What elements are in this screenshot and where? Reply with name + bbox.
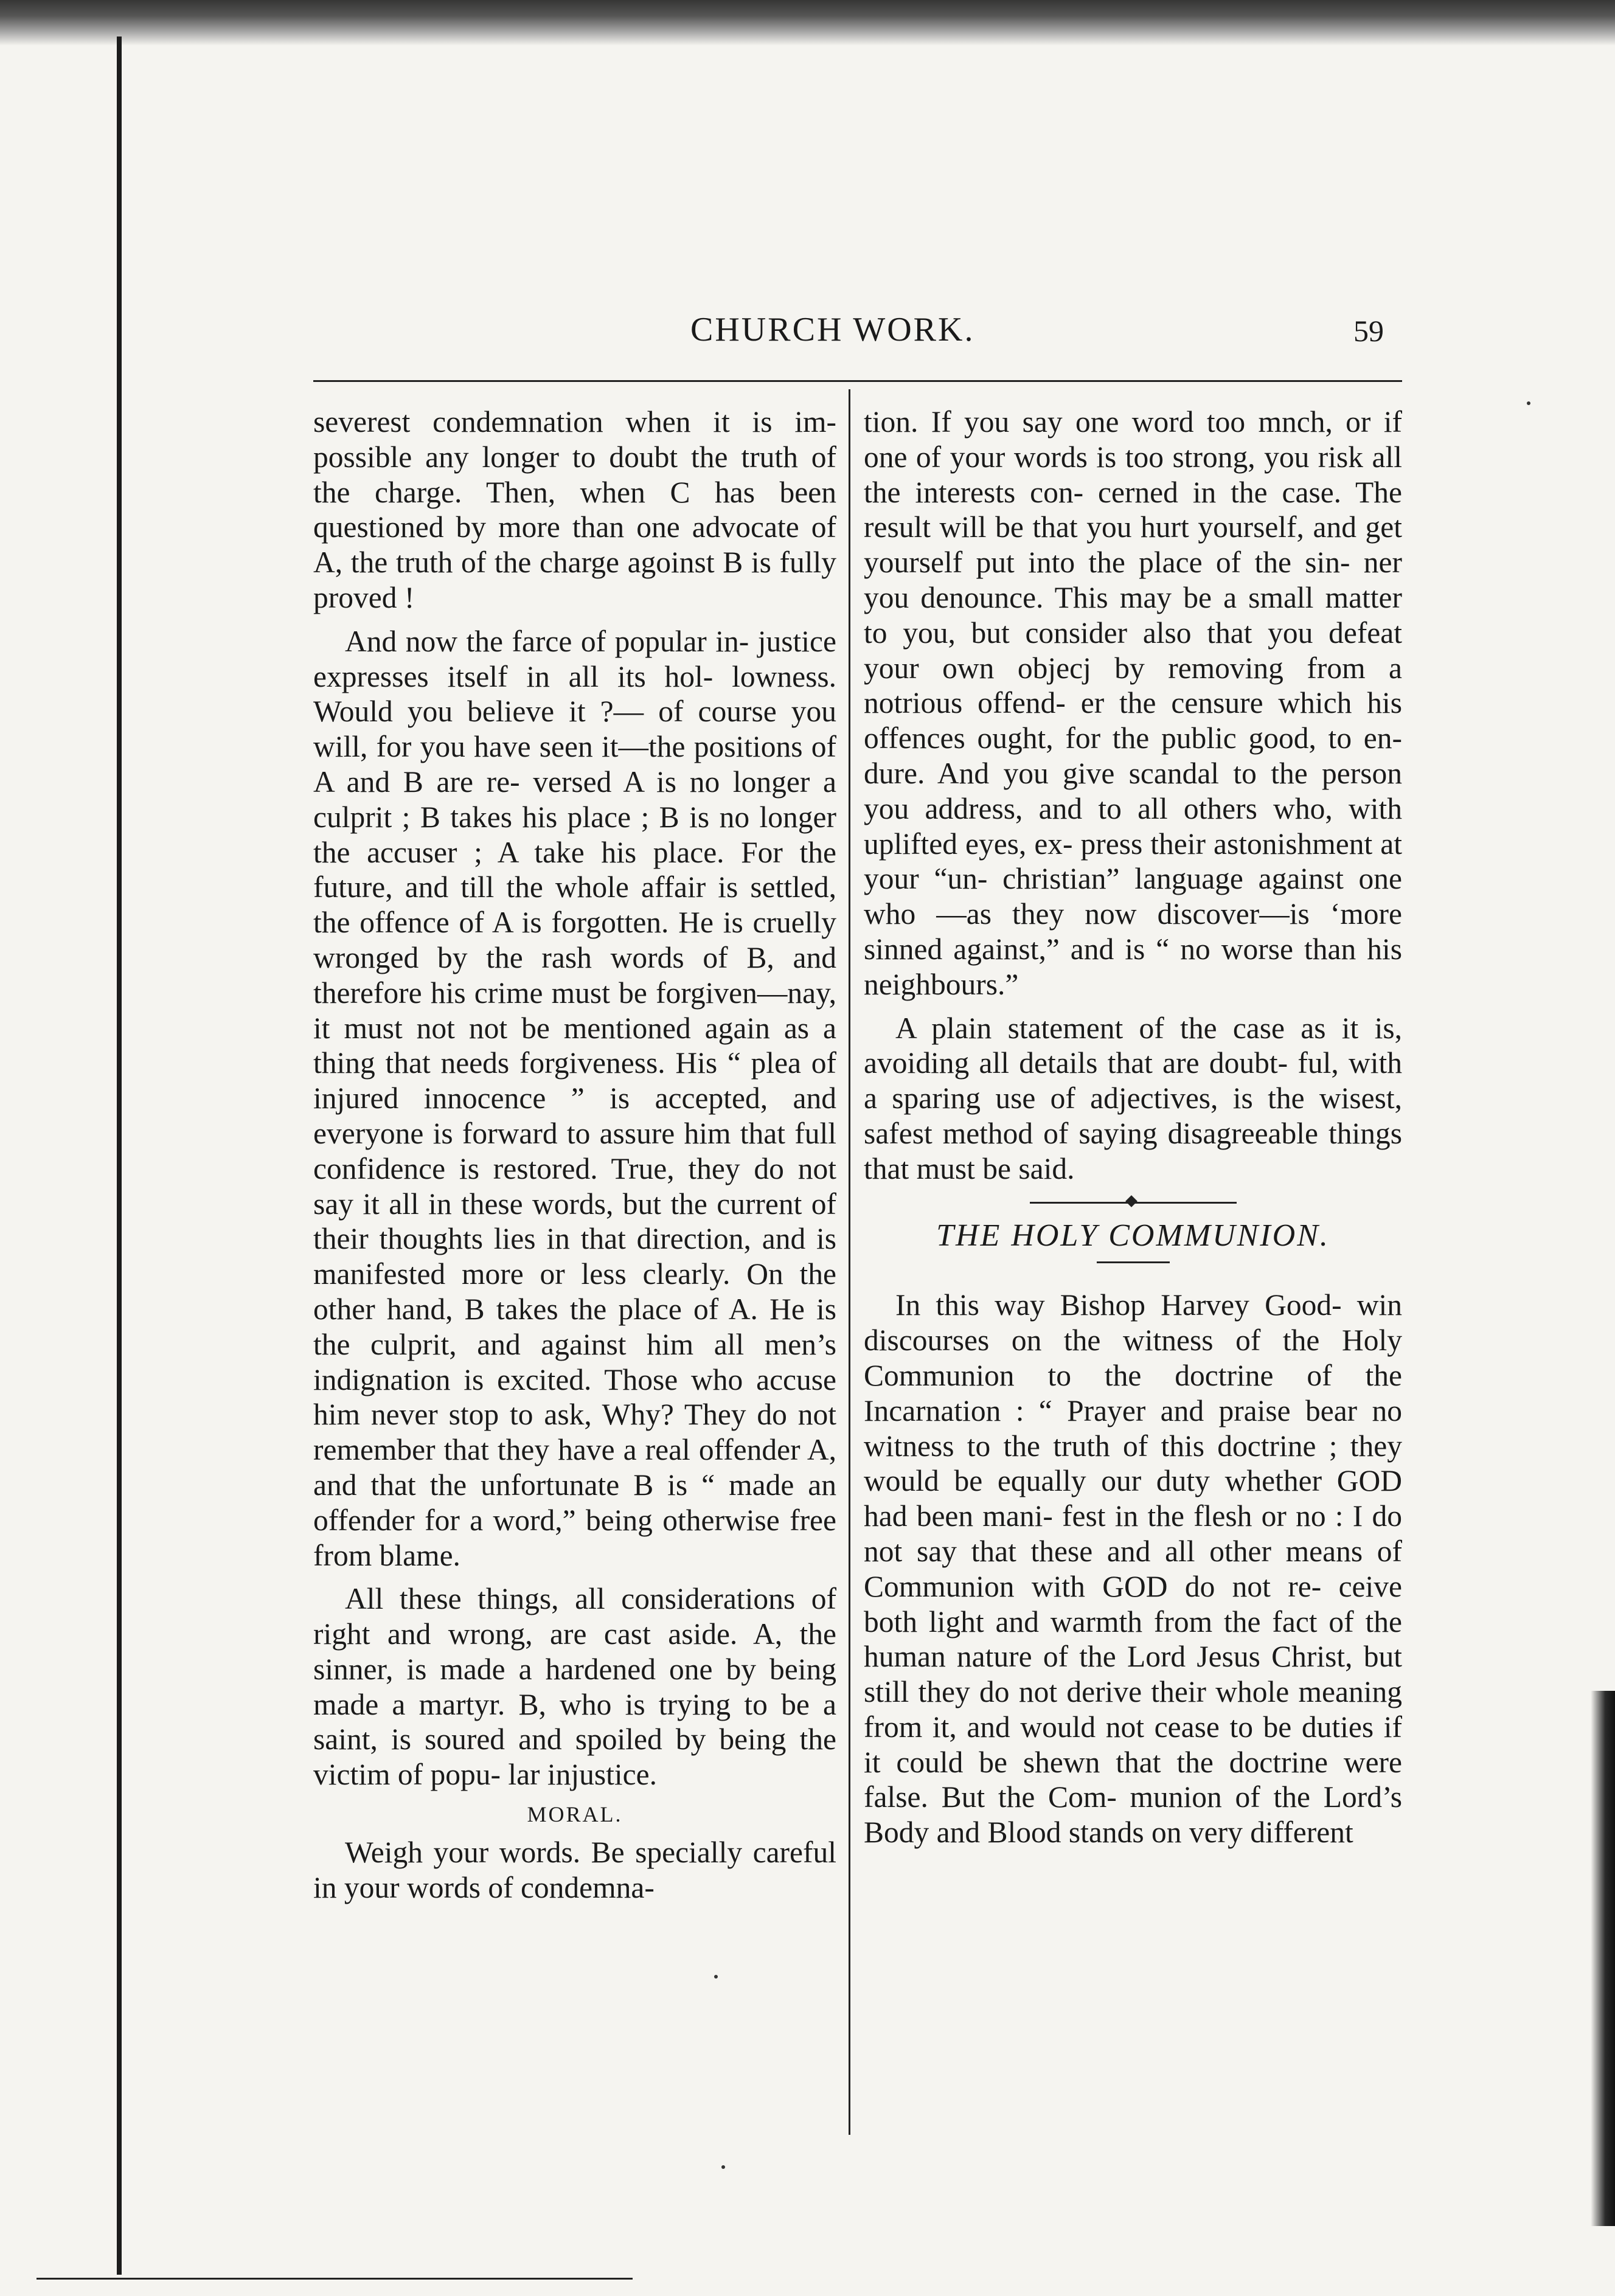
title-rule: [1097, 1261, 1170, 1263]
stray-mark: [714, 1975, 718, 1979]
scan-edge-bottom: [36, 2278, 633, 2280]
paragraph: tion. If you say one word too mnch, or if one of your words is too strong, you risk all the interests con- cerned in the case. The result will be that you hurt yourself, and get yourself put into the place of the sin- ner you denounce. This may be a small matter to you, but consider also that you defeat your own objecj by removing from a notrious offend- er the censure which his offences ought, for the public good, to en- dure. And you give scandal to the person you address, and to all others who, with uplifted eyes, ex- press their astonishment at your “un- christian” language against one who —as they now discover—is ‘more sinned against,” and is “ no worse than his neighbours.”: [864, 405, 1402, 1001]
scan-edge-left: [117, 36, 122, 2275]
header-rule: [313, 380, 1402, 382]
stray-mark: [721, 2165, 725, 2169]
paragraph: And now the farce of popular in- justice expresses itself in all its hol- lowness. Would you believe it ?— of course you will, for you have seen it—the positions of A and B are re- versed A is no longer a culprit ; B takes his place ; B is no longer the accuser ; A take his place. For the future, and till the whole affair is settled, the offence of A is forgotten. He is cruelly wronged by the rash words of B, and therefore his crime must be forgiven—nay, it must not not be mentioned again as a thing that needs forgiveness. His “ plea of injured innocence ” is accepted, and everyone is forward to assure him that full confidence is restored. True, they do not say it all in these words, but the current of their thoughts lies in that direction, and is manifested more or less clearly. On the other hand, B takes the place of A. He is the culprit, and against him all men’s indignation is excited. Those who accuse him never stop to ask, Why? They do not remember that they have a real offender A, and that the unfortunate B is “ made an offender for a word,” being otherwise free from blame.: [313, 624, 836, 1572]
left-column: [313, 404, 836, 1905]
paragraph: All these things, all considerations of right and wrong, are cast aside. A, the sinner, is made a hardened one by being made a martyr. B, who is trying to be a saint, is soured and spoiled by being the victim of popu- lar injustice.: [313, 1582, 836, 1792]
column-divider: [849, 389, 850, 2135]
paragraph: A plain statement of the case as it is, avoiding all details that are doubt- ful, with a sparing use of adjectives, is the wisest, safest method of saying disagreeable things that must be said.: [864, 1011, 1402, 1185]
paragraph: In this way Bishop Harvey Good- win discourses on the witness of the Holy Communion to the doctrine of the Incarnation : “ Prayer and praise bear no witness to the truth of this doctrine ; they would be equally our duty whether GOD had been mani- fest in the flesh or no : I do not say that these and all other means of Communion with GOD do not re- ceive both light and warmth from the fact of the human nature of the Lord Jesus Christ, but still they do not derive their whole meaning from it, and would not cease to be duties if it could be shewn that the doctrine were false. But the Com- munion of the Lord’s Body and Blood stands on very different: [864, 1288, 1402, 1850]
stray-mark: [1527, 401, 1530, 405]
page-number: 59: [1353, 314, 1384, 348]
paragraph: Weigh your words. Be specially careful in your words of condemna-: [313, 1835, 836, 1904]
paragraph: severest condemnation when it is im- possible any longer to doubt the truth of the charge. Then, when C has been questioned by more than one advocate of A, the truth of the charge agoinst B is fully proved !: [313, 405, 836, 614]
section-title: THE HOLY COMMUNION.: [936, 1218, 1330, 1253]
scan-edge-right: [1591, 1691, 1615, 2226]
section-ornament: [1030, 1195, 1237, 1210]
scan-edge-top: [0, 0, 1615, 46]
right-column: [864, 404, 1402, 1850]
running-head: CHURCH WORK.: [690, 311, 975, 349]
moral-heading: MORAL.: [527, 1802, 623, 1827]
ornament-diamond: [1125, 1195, 1137, 1207]
